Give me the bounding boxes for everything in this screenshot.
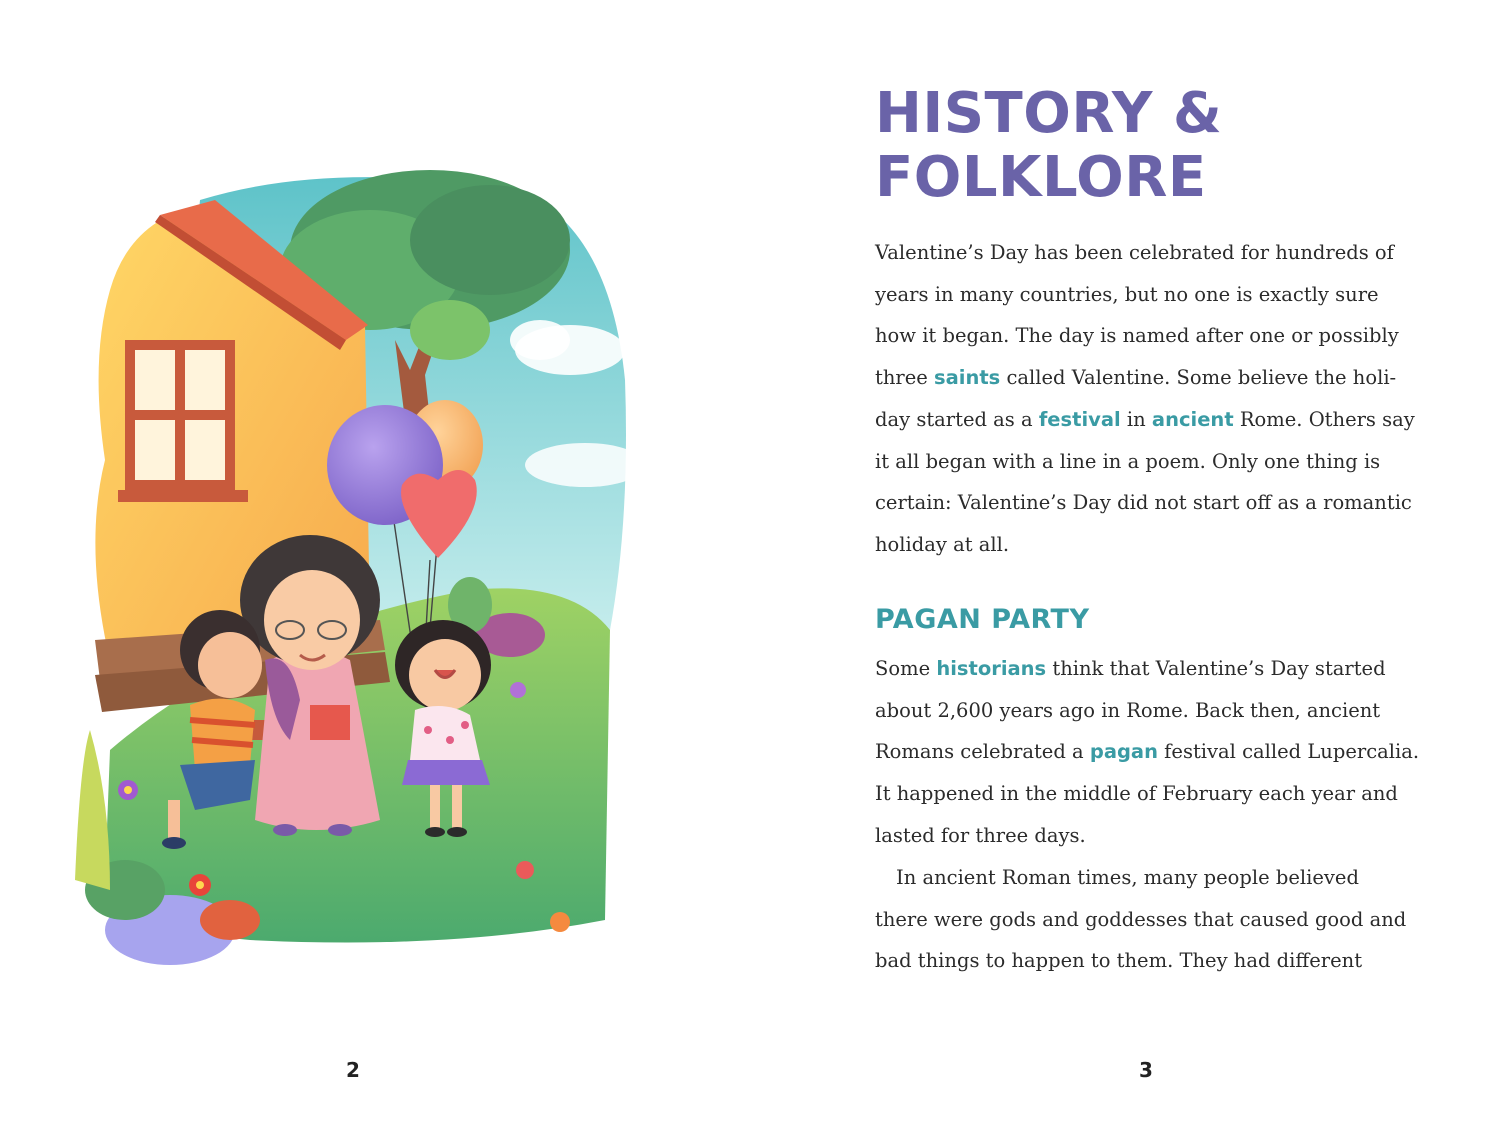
text-line bbox=[875, 731, 1420, 773]
text-fragment: day started as a bbox=[875, 407, 1039, 431]
paragraph-intro bbox=[875, 232, 1415, 566]
page-number-right: 3 bbox=[1139, 1058, 1153, 1082]
paragraph-pagan-party bbox=[875, 648, 1420, 857]
text-line: certain: Valentine’s Day did not start off as a romantic bbox=[875, 491, 1412, 515]
text-line: holiday at all. bbox=[875, 532, 1010, 556]
text-fragment: think that Valentine’s Day started bbox=[1046, 657, 1386, 680]
text-line: there were gods and goddesses that caused good and bbox=[875, 907, 1407, 931]
section-heading-pagan-party: PAGAN PARTY bbox=[875, 604, 1090, 635]
text-line: it all began with a line in a poem. Only one thing is bbox=[875, 449, 1381, 473]
text-fragment: in bbox=[1120, 407, 1152, 431]
page-number-left: 2 bbox=[346, 1058, 360, 1082]
text-line: Valentine’s Day has been celebrated for hundreds of bbox=[875, 241, 1394, 264]
text-fragment: three bbox=[875, 366, 934, 390]
paragraph-roman-beliefs bbox=[875, 857, 1415, 982]
text-fragment: Rome. Others say bbox=[1233, 407, 1415, 431]
text-line: how it began. The day is named after one or possibly bbox=[875, 324, 1399, 348]
right-page bbox=[750, 0, 1500, 1125]
text-line bbox=[875, 357, 1415, 399]
illustration-grandmother-children bbox=[50, 160, 645, 980]
glossary-term-historians[interactable]: historians bbox=[936, 657, 1047, 680]
glossary-term-pagan[interactable]: pagan bbox=[1089, 740, 1158, 764]
text-line bbox=[875, 399, 1415, 441]
glossary-term-ancient[interactable]: ancient bbox=[1151, 407, 1234, 431]
text-line: In ancient Roman times, many people believed bbox=[896, 866, 1359, 889]
chapter-title bbox=[875, 82, 1222, 210]
glossary-term-saints[interactable]: saints bbox=[934, 366, 1001, 390]
text-line: years in many countries, but no one is exactly sure bbox=[875, 282, 1379, 306]
chapter-title-line-2: FOLKLORE bbox=[875, 145, 1207, 210]
text-fragment: called Valentine. Some believe the holi- bbox=[1000, 366, 1397, 390]
text-line: about 2,600 years ago in Rome. Back then, ancient bbox=[875, 698, 1381, 722]
chapter-title-line-1: HISTORY & bbox=[875, 81, 1223, 146]
text-line: bad things to happen to them. They had different bbox=[875, 949, 1363, 973]
text-fragment: Some bbox=[875, 657, 937, 680]
text-fragment: Romans celebrated a bbox=[875, 740, 1090, 764]
text-fragment: festival called Lupercalia. bbox=[1157, 740, 1420, 764]
glossary-term-festival[interactable]: festival bbox=[1038, 407, 1121, 431]
text-line: It happened in the middle of February each year and bbox=[875, 782, 1398, 806]
text-line bbox=[875, 648, 1415, 690]
text-line: lasted for three days. bbox=[875, 823, 1086, 847]
